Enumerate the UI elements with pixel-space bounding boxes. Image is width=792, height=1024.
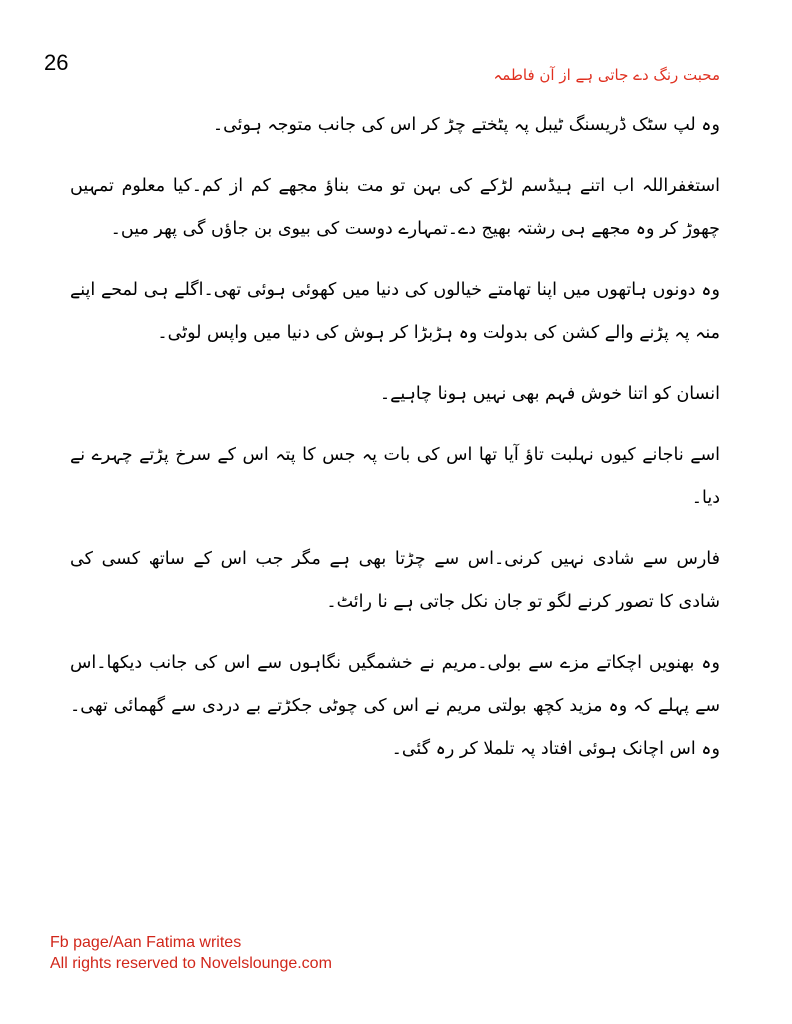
paragraph: فارس سے شادی نہیں کرنی۔اس سے چڑتا بھی ہے مگر جب اس کے ساتھ کسی کی شادی کا تصور کرنے لگو تو جان نکل جاتی ہے نا رائٹ۔	[70, 549, 720, 612]
paragraph: اسے ناجانے کیوں نہلبت تاؤ آیا تھا اس کی بات پہ جس کا پتہ اس کے سرخ پڑتے چہرے نے دیا۔	[70, 445, 720, 508]
footer-facebook-page: Fb page/Aan Fatima writes	[50, 934, 242, 951]
page-number: 26	[44, 50, 69, 75]
paragraph: وہ بھنویں اچکاتے مزے سے بولی۔مریم نے خشمگیں نگاہوں سے اس کی جانب دیکھا۔اس سے پہلے کہ وہ مزید کچھ بولتی مریم نے اس کی چوٹی جکڑتے بے دردی سے گھمائی تھی۔وہ اس اچانک ہوئی افتاد پہ تلملا کر رہ گئی۔	[70, 653, 720, 759]
header-title: محبت رنگ دے جاتی ہے از آن فاطمہ	[493, 66, 720, 84]
footer	[50, 932, 332, 974]
paragraph: انسان کو اتنا خوش فہم بھی نہیں ہونا چاہیے۔	[379, 384, 720, 404]
body-text	[70, 104, 720, 789]
paragraph: وہ لپ سٹک ڈریسنگ ٹیبل پہ پٹختے چڑ کر اس کی جانب متوجہ ہوئی۔	[212, 115, 720, 135]
footer-copyright: All rights reserved to Novelslounge.com	[50, 955, 332, 972]
paragraph: استغفراللہ اب اتنے ہیڈسم لڑکے کی بہن تو مت بناؤ مجھے کم از کم۔کیا معلوم تمہیں چھوڑ کر وہ مجھے ہی رشتہ بھیج دے۔تمہارے دوست کی بیوی بن جاؤں گی پھر میں۔	[70, 176, 720, 239]
paragraph: وہ دونوں ہاتھوں میں اپنا تھامتے خیالوں کی دنیا میں کھوئی ہوئی تھی۔اگلے ہی لمحے اپنے منہ پہ پڑنے والے کشن کی بدولت وہ ہڑبڑا کر ہوش کی دنیا میں واپس لوٹی۔	[70, 280, 720, 343]
